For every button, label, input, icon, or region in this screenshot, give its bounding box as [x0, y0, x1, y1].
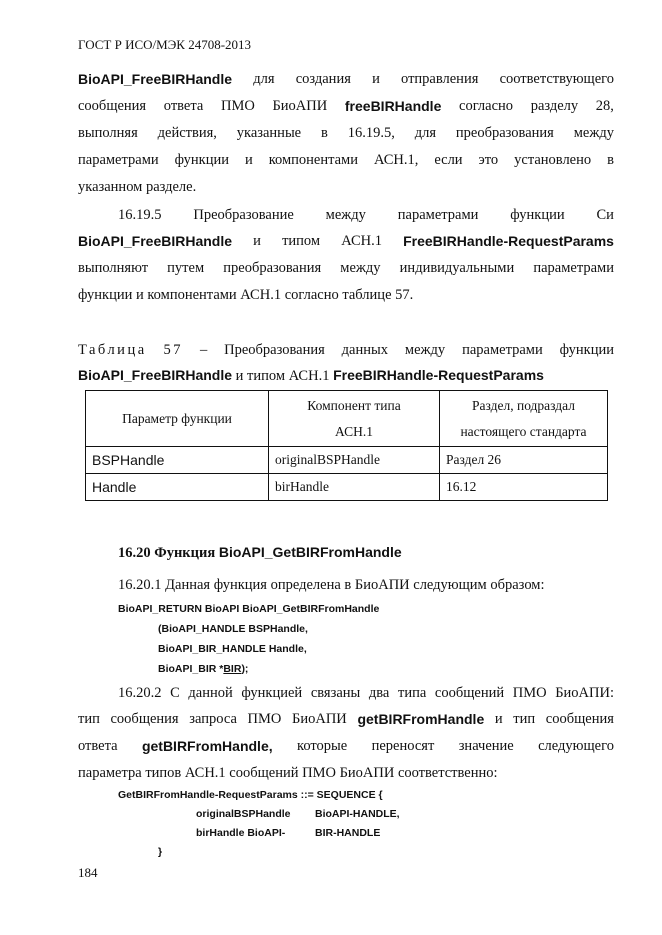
code-line: birHandle BioAPI- — [196, 827, 286, 839]
table-cell: birHandle — [269, 474, 440, 501]
type-name: FreeBIRHandle-RequestParams — [403, 233, 614, 249]
word: данных — [341, 342, 388, 358]
paragraph-2-line-1 — [118, 205, 614, 225]
page-number: 184 — [78, 865, 98, 880]
clause-number: 16.19.5 — [118, 207, 162, 223]
word: отправления — [401, 71, 479, 87]
word: создания — [295, 71, 351, 87]
word: ПМО — [247, 711, 282, 727]
word: соответствующего — [499, 71, 614, 87]
paragraph-4-line-3 — [78, 736, 614, 756]
code-line: BIR-HANDLE — [315, 827, 381, 839]
word: между — [325, 207, 366, 223]
header-line: АСН.1 — [335, 423, 373, 439]
paragraph-1-line-4 — [78, 150, 614, 170]
table-row — [86, 474, 608, 501]
word: ответа — [163, 98, 204, 114]
word: БиоАПИ: — [555, 685, 614, 701]
message-name: getBIRFromHandle — [357, 711, 485, 727]
table-caption-line-2 — [78, 365, 614, 385]
word: параметрами — [533, 260, 614, 276]
paragraph-3: 16.20.1 Данная функция определена в БиоАПИ следующим образом: — [118, 577, 545, 593]
word: следующего — [538, 738, 614, 754]
word: выполняют — [78, 260, 149, 276]
word: между — [404, 342, 446, 358]
word: сообщения — [110, 711, 179, 727]
table-cell: originalBSPHandle — [269, 447, 440, 474]
word: это — [478, 152, 499, 168]
word: функции — [174, 152, 229, 168]
word: параметрами — [462, 342, 543, 358]
table-cell: Раздел 26 — [440, 447, 608, 474]
word: 16.19.5, — [347, 125, 395, 141]
code-underlined: BIR — [223, 663, 242, 675]
section-number-title: 16.20 Функция — [118, 545, 219, 561]
word: переносят — [371, 738, 435, 754]
code-text: BioAPI_BIR * — [158, 663, 224, 675]
word: и — [494, 711, 503, 727]
word: согласно — [459, 98, 514, 114]
word: ответа — [78, 738, 118, 754]
header-function-parameter: Параметр функции — [86, 391, 269, 447]
word: указанные — [236, 125, 302, 141]
word: функции — [559, 342, 614, 358]
word: типа — [397, 685, 427, 701]
table-cell: 16.12 — [440, 474, 608, 501]
word: для — [414, 125, 437, 141]
word: АСН.1, — [373, 152, 419, 168]
caption-label: Таблица — [78, 342, 147, 358]
paragraph-4-line-4: параметра типов АСН.1 сообщений ПМО БиоАПИ соответственно: — [78, 765, 498, 781]
code-line: (BioAPI_HANDLE BSPHandle, — [158, 623, 308, 635]
word: запроса — [189, 711, 237, 727]
word: тип — [78, 711, 100, 727]
table-caption-line-1 — [78, 340, 614, 360]
word: индивидуальными — [399, 260, 515, 276]
word: выполняя — [78, 125, 138, 141]
word: компонентами — [268, 152, 358, 168]
paragraph-4-line-1 — [118, 683, 614, 703]
word: между — [340, 260, 381, 276]
word: 28, — [595, 98, 614, 114]
word: параметрами — [78, 152, 159, 168]
word: сообщений — [434, 685, 505, 701]
word: значение — [458, 738, 514, 754]
code-text: ); — [241, 663, 249, 675]
header-section — [440, 391, 608, 447]
header-line: настоящего стандарта — [460, 423, 587, 439]
code-line: BioAPI_RETURN BioAPI BioAPI_GetBIRFromHandle — [118, 603, 380, 615]
word: ПМО — [220, 98, 255, 114]
word: ПМО — [512, 685, 547, 701]
table-row — [86, 447, 608, 474]
word: установлено — [514, 152, 592, 168]
function-name: BioAPI_FreeBIRHandle — [78, 233, 233, 249]
word: БиоАПИ — [272, 98, 328, 114]
paragraph-4-line-2 — [78, 709, 614, 729]
word: действия, — [157, 125, 217, 141]
table-cell: BSPHandle — [86, 447, 269, 474]
type-name: FreeBIRHandle-RequestParams — [333, 367, 544, 383]
code-line — [158, 662, 248, 676]
message-name: getBIRFromHandle, — [141, 738, 273, 754]
paragraph-2-line-4: функции и компонентами АСН.1 согласно таблице 57. — [78, 287, 414, 303]
word: если — [434, 152, 463, 168]
word: БиоАПИ — [292, 711, 347, 727]
paragraph-1-line-2 — [78, 96, 614, 116]
word: данной — [188, 685, 233, 701]
word: параметрами — [397, 207, 479, 223]
table-57 — [85, 390, 608, 501]
word: С — [170, 685, 180, 701]
word: тип — [513, 711, 536, 727]
section-function-name: BioAPI_GetBIRFromHandle — [218, 544, 402, 560]
word: и — [244, 152, 253, 168]
word: – — [199, 342, 208, 358]
function-name: BioAPI_FreeBIRHandle — [78, 71, 233, 87]
paragraph-1-line-1 — [78, 69, 614, 89]
word: между — [573, 125, 614, 141]
word: Преобразование — [193, 207, 294, 223]
paragraph-2-line-3 — [78, 258, 614, 278]
word: которые — [297, 738, 348, 754]
word: разделу — [530, 98, 579, 114]
paragraph-1-line-5: указанном разделе. — [78, 179, 197, 195]
code-line: GetBIRFromHandle-RequestParams ::= SEQUENCE { — [118, 789, 383, 801]
header-line: Компонент типа — [307, 397, 401, 413]
word: в — [607, 152, 614, 168]
section-heading — [118, 542, 654, 562]
message-name: freeBIRHandle — [344, 98, 442, 114]
header-asn1-component — [269, 391, 440, 447]
word: функции — [510, 207, 565, 223]
word: Си — [596, 207, 614, 223]
word: и — [253, 233, 261, 249]
word: типом — [282, 233, 321, 249]
word: и — [372, 71, 380, 87]
caption-text: и типом АСН.1 — [232, 368, 334, 384]
word: преобразования — [223, 260, 322, 276]
word: для — [253, 71, 275, 87]
word: Преобразования — [224, 342, 325, 358]
function-name: BioAPI_FreeBIRHandle — [78, 367, 233, 383]
paragraph-2-line-2 — [78, 231, 614, 251]
header-line: Раздел, подраздал — [472, 397, 575, 413]
word: преобразования — [455, 125, 554, 141]
word: в — [321, 125, 328, 141]
word: АСН.1 — [341, 233, 382, 249]
table-header-row — [86, 391, 608, 447]
code-line: BioAPI_BIR_HANDLE Handle, — [158, 643, 307, 655]
word: два — [368, 685, 390, 701]
word: сообщения — [78, 98, 147, 114]
word: путем — [167, 260, 205, 276]
running-header: ГОСТ Р ИСО/МЭК 24708-2013 — [78, 37, 252, 52]
code-line: } — [158, 846, 163, 858]
word: сообщения — [545, 711, 614, 727]
clause-number: 16.20.2 — [118, 685, 162, 701]
table-cell: Handle — [86, 474, 269, 501]
word: функцией — [241, 685, 303, 701]
paragraph-1-line-3 — [78, 123, 614, 143]
code-line: originalBSPHandle — [196, 808, 291, 820]
code-line: BioAPI-HANDLE, — [315, 808, 400, 820]
caption-number: 57 — [163, 342, 184, 358]
word: связаны — [310, 685, 361, 701]
